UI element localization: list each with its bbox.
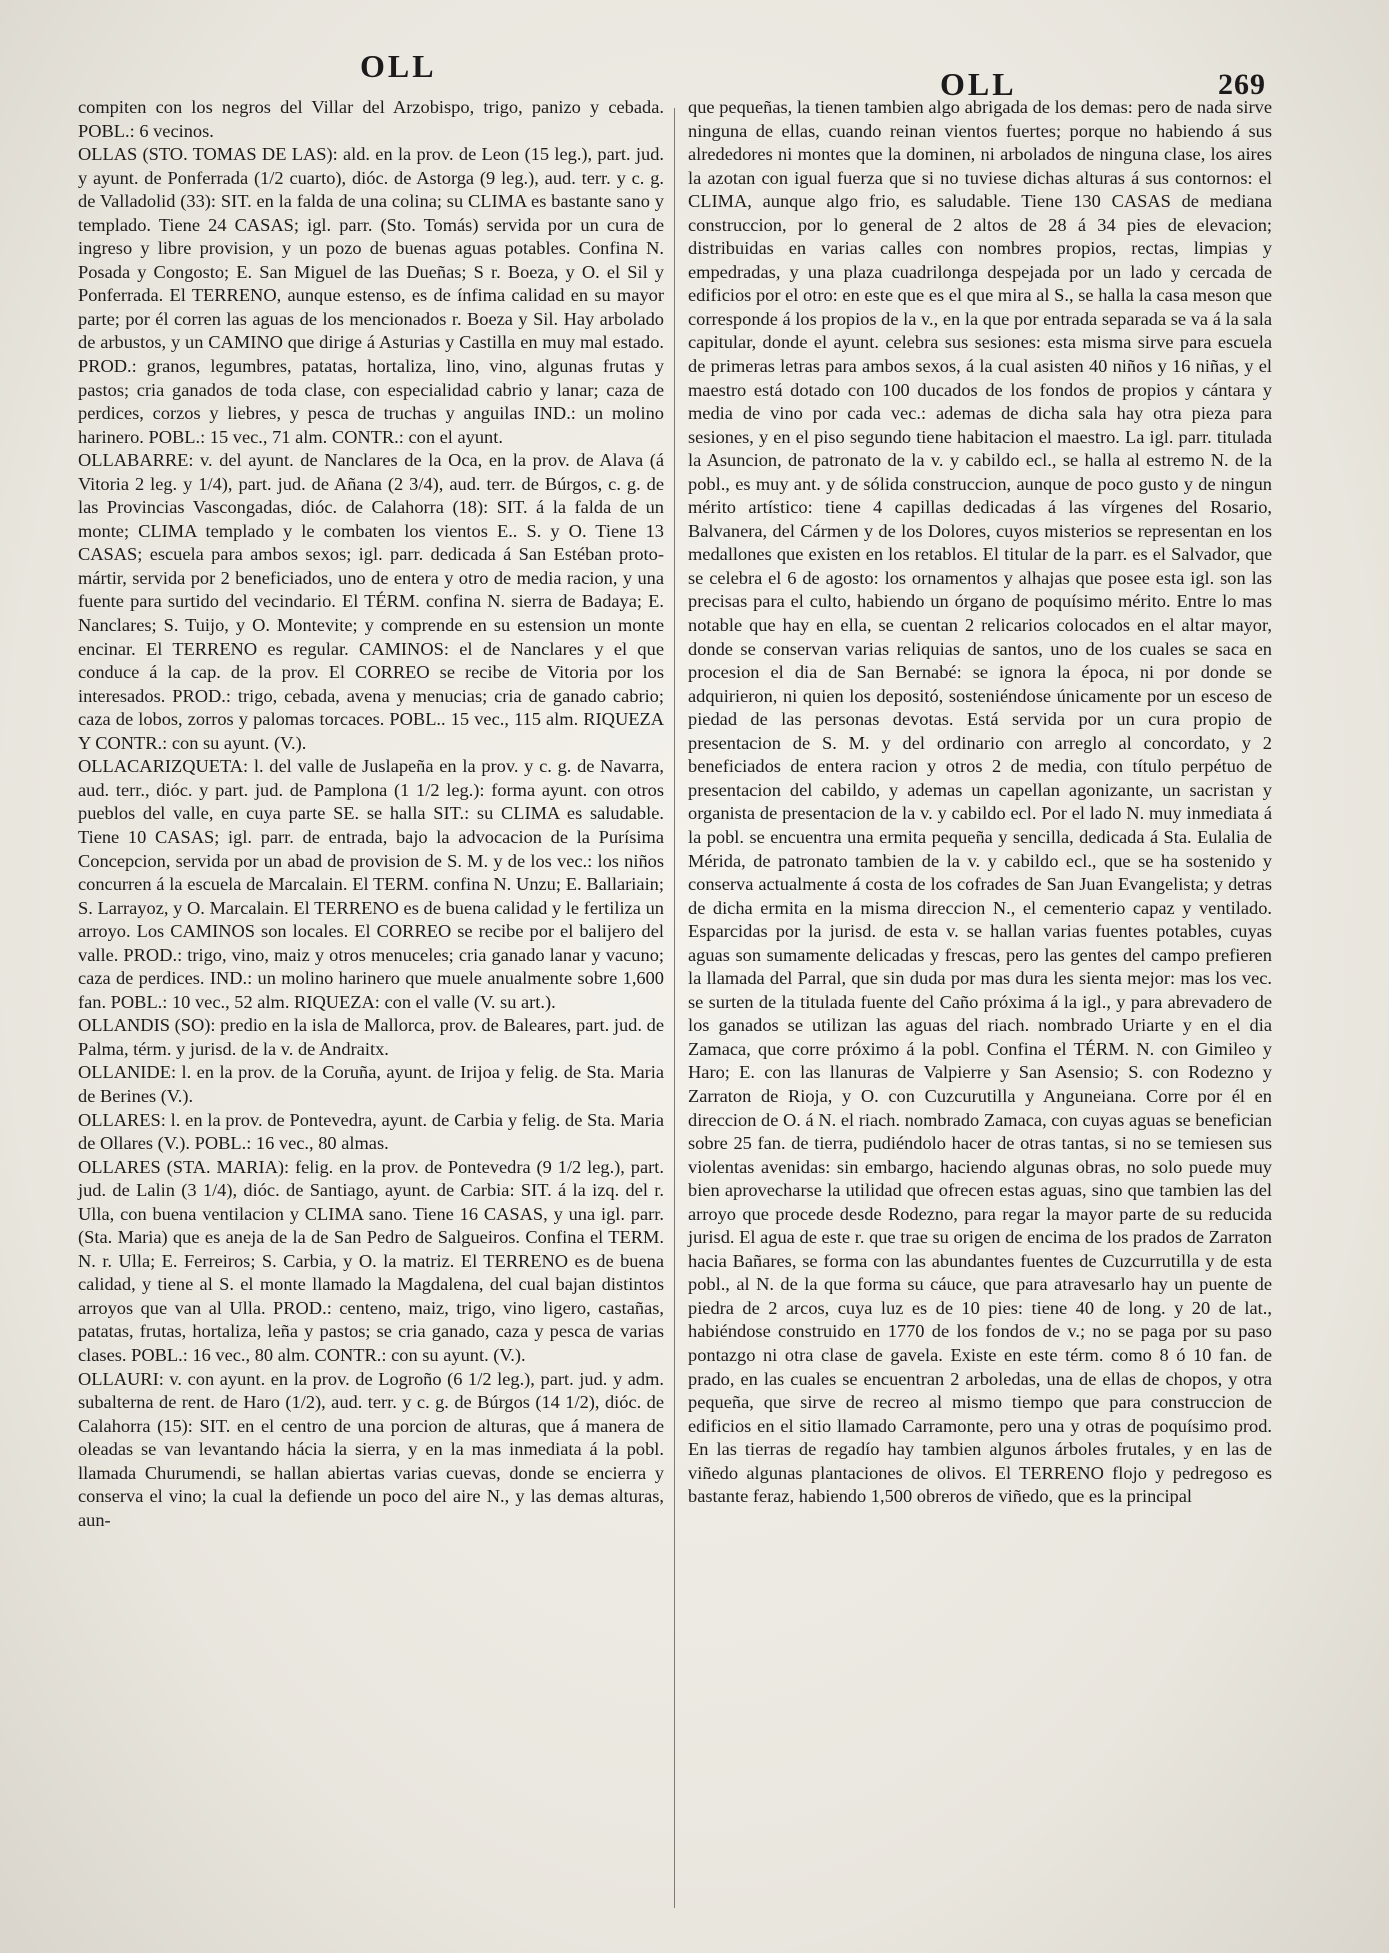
right-column [688,96,1272,1509]
entry-ollares: OLLARES: l. en la prov. de Pontevedra, ayunt. de Carbia y felig. de Sta. Maria de Ollares (V.). POBL.: 16 vec., 80 almas. [78,1109,664,1154]
page-number: 269 [1218,68,1266,101]
entry-ollabarre: OLLABARRE: v. del ayunt. de Nanclares de la Oca, en la prov. de Alava (á Vitoria 2 leg. y 1/4), part. jud. de Añana (2 3/4), aud. terr. de Búrgos, c. g. de las Provincias Vascongadas, dióc. de Calahorra (18): SIT. á la falda de un monte; CLIMA templado y le combaten los vientos E.. S. y O. Tiene 13 CASAS; escuela para ambos sexos; igl. parr. dedicada á San Estéban proto-mártir, servida por 2 beneficiados, uno de entera y otro de media racion, y una fuente para surtido del vecindario. El TÉRM. confina N. sierra de Badaya; E. Nanclares; S. Tuijo, y O. Montevite; y comprende en su estension un monte encinar. El TERRENO es regular. CAMINOS: el de Nanclares y el que conduce á la cap. de la prov. El CORREO se recibe de Vitoria por los interesados. PROD.: trigo, cebada, avena y menucias; cria de ganado cabrio; caza de lobos, zorros y palomas torcaces. POBL.. 15 vec., 115 alm. RIQUEZA Y CONTR.: con su ayunt. (V.). [78,450,664,753]
column-divider [674,108,675,1908]
entry-ollas: OLLAS (STO. TOMAS DE LAS): ald. en la prov. de Leon (15 leg.), part. jud. y ayunt. de Ponferrada (1/2 cuarto), dióc. de Astorga (9 leg.), aud. terr. y c. g. de Valladolid (33): SIT. en la falda de una colina; su CLIMA es bastante sano y templado. Tiene 24 CASAS; igl. parr. (Sto. Tomás) servida por un cura de ingreso y libre provision, y un pozo de buenas aguas potables. Confina N. Posada y Congosto; E. San Miguel de las Dueñas; S r. Boeza, y O. el Sil y Ponferrada. El TERRENO, aunque estenso, es de ínfima calidad en su mayor parte; por él corren las aguas de los mencionados r. Boeza y Sil. Hay arbolado de arbustos, y un CAMINO que dirige á Asturias y Castilla en muy mal estado. PROD.: granos, legumbres, patatas, hortaliza, lino, vino, algunas frutas y pastos; cria ganados de toda clase, con especialidad cabrio y lanar; caza de perdices, corzos y liebres, y pesca de truchas y anguilas IND.: un molino harinero. POBL.: 15 vec., 71 alm. CONTR.: con el ayunt. [78,144,664,447]
left-continuation-text: compiten con los negros del Villar del Arzobispo, trigo, panizo y cebada. POBL.: 6 vecinos. [78,97,664,141]
entry-ollanide: OLLANIDE: l. en la prov. de la Coruña, ayunt. de Irijoa y felig. de Sta. Maria de Berines (V.). [78,1062,664,1106]
entry-ollandis: OLLANDIS (SO): predio en la isla de Mallorca, prov. de Baleares, part. jud. de Palma, térm. y jurisd. de la v. de Andraitx. [78,1015,664,1059]
right-continuation-text: que pequeñas, la tienen tambien algo abrigada de los demas: pero de nada sirve ninguna de ellas, cuando reinan vientos fuertes; porque no habiendo á sus alrededores ni montes que la dominen, ni arbolados de ninguna clase, los aires la azotan con igual fuerza que si no tuviese dichas alturas á sus contornos: el CLIMA, aunque algo frio, es saludable. Tiene 130 CASAS de mediana construccion, por lo general de 2 altos de 28 á 34 pies de elevacion; distribuidas en varias calles con nombres propios, rectas, limpias y empedradas, y una plaza cuadrilonga despejada por un lado y cercada de edificios por el otro: en este que es el que mira al S., se halla la casa meson que corresponde á los propios de la v., en la que por entrada separada se va á la sala capitular, donde el ayunt. celebra sus sesiones: esta misma sirve para escuela de primeras letras para ambos sexos, á la cual asisten 40 niños y 16 niñas, y el maestro está dotado con 100 ducados de los fondos de propios y cántara y media de vino por cada vec.: ademas de dicha sala hay otra pieza para sesiones, y en el piso segundo tiene habitacion el maestro. La igl. parr. titulada la Asuncion, de patronato de la v. y cabildo ecl., se halla al estremo N. de la pobl., es muy ant. y de sólida construccion, aunque de poco gusto y de ningun mérito artístico: tiene 4 capillas dedicadas á las vírgenes del Rosario, Balvanera, del Cármen y de los Dolores, cuyos misterios se representan en los medallones que existen en los retablos. El titular de la parr. es el Salvador, que se celebra el 6 de agosto: los ornamentos y alhajas que posee esta igl. son las precisas para el culto, habiendo un órgano de poquísimo mérito. Entre lo mas notable que hay en ella, se cuentan 2 relicarios colocados en el altar mayor, donde se conservan varias reliquias de santos, uno de los cuales se saca en procesion el dia de San Bernabé: se ignora la época, ni por donde se adquirieron, ni quien los depositó, sosteniéndose únicamente por un esceso de piedad de las personas devotas. Está servida por un cura propio de presentacion de S. M. y del ordinario con arreglo al concordato, y 2 beneficiados de entera racion y otros 2 de media, con título perpétuo de presentacion del cabildo, y ademas un capellan agonizante, un sacristan y organista de presentacion de la v. y cabildo ecl. Por el lado N. muy inmediata á la pobl. se encuentra una ermita pequeña y sencilla, dedicada á Sta. Eulalia de Mérida, de patronato tambien de la v. y cabildo ecl., que se ha sostenido y conserva actualmente á costa de los cofrades de San Juan Evangelista; y detras de dicha ermita en la misma direccion N., el cementerio capaz y ventilado. Esparcidas por la jurisd. de esta v. se hallan varias fuentes potables, cuyas aguas son sumamente delicadas y frescas, pero las gentes del campo prefieren la llamada del Parral, que sin duda por mas dura les sienta mejor: mas los vec. se surten de la titulada fuente del Caño próxima á la igl., y para abrevadero de los ganados se utilizan las aguas del riach. nombrado Uriarte y en el dia Zamaca, que corre próximo á la pobl. Confina el TÉRM. N. con Gimileo y Haro; E. con las llanuras de Valpierre y San Asensio; S. con Rodezno y Zarraton de Rioja, y O. con Cuzcurutilla y Anguneiana. Corre por él en direccion de O. á N. el riach. nombrado Zamaca, con cuyas aguas se benefician sobre 25 fan. de tierra, pudiéndolo hacer de otras tantas, si no se temiesen sus violentas avenidas: sin embargo, haciendo algunas obras, no solo puede muy bien aprovecharse la utilidad que ofrecen estas aguas, sino que tambien las del arroyo que procede desde Rodezno, para regar la mayor parte de su reducida jurisd. El agua de este r. que trae su origen de encima de los prados de Zarraton hacia Bañares, se forma con las abundantes fuentes de Cuzcurrutilla y de esta pobl., al N. de la que forma su cáuce, que para atravesarlo hay un puente de piedra de 2 arcos, cuya luz es de 10 pies: tiene 40 de long. y 20 de lat., habiéndose construido en 1770 de los fondos de v.; no se paga por su paso pontazgo ni otra clase de gavela. Existe en este térm. como 8 ó 10 fan. de prado, en las cuales se encuentran 2 arboledas, una de ellas de chopos, y otra pequeña, que sirve de recreo al mismo tiempo que para construccion de edificios en el sitio llamado Carramonte, pero una y otras de poquísimo prod. En las tierras de regadío hay tambien algunos árboles frutales, y en las de viñedo algunas plantaciones de olivos. El TERRENO flojo y pedregoso es bastante feraz, habiendo 1,500 obreros de viñedo, que es la principal [688,97,1272,1507]
entry-ollauri: OLLAURI: v. con ayunt. en la prov. de Logroño (6 1/2 leg.), part. jud. y adm. subalterna de rent. de Haro (1/2), aud. terr. y c. g. de Búrgos (14 1/2), dióc. de Calahorra (15): SIT. en el centro de una porcion de alturas, que á manera de oleadas se van levantando hácia la sierra, y en la mas inmediata á la pobl. llamada Churumendi, se hallan abiertas varias cuevas, donde se encierra y conserva el vino; la cual la defiende un poco del aire N., y las demas alturas, aun- [78,1368,664,1530]
right-running-head: OLL [940,66,1017,102]
entry-ollares-sta-maria: OLLARES (STA. MARIA): felig. en la prov. de Pontevedra (9 1/2 leg.), part. jud. de Lalin (3 1/4), dióc. de Santiago, ayunt. de Carbia: SIT. á la izq. del r. Ulla, con buena ventilacion y CLIMA sano. Tiene 16 CASAS, y una igl. parr. (Sta. Maria) que es aneja de la de San Pedro de Salgueiros. Confina el TERM. N. r. Ulla; E. Ferreiros; S. Carbia, y O. la matriz. El TERRENO es de buena calidad, y tiene al S. el monte llamado la Magdalena, del cual bajan distintos arroyos que van al Ulla. PROD.: centeno, maiz, trigo, vino ligero, castañas, patatas, frutas, hortaliza, leña y pastos; se cria ganado, caza y pesca de varias clases. POBL.: 16 vec., 80 alm. CONTR.: con su ayunt. (V.). [78,1156,664,1365]
left-running-head: OLL [360,48,437,84]
entry-ollacarizqueta: OLLACARIZQUETA: l. del valle de Juslapeña en la prov. y c. g. de Navarra, aud. terr., dióc. y part. jud. de Pamplona (1 1/2 leg.): forma ayunt. con otros pueblos del valle, en cuya parte SE. se halla SIT.: su CLIMA es saludable. Tiene 10 CASAS; igl. parr. de entrada, bajo la advocacion de la Purísima Concepcion, servida por un abad de provision de S. M. y de los vec.: los niños concurren á la escuela de Marcalain. El TERM. confina N. Unzu; E. Ballariain; S. Larrayoz, y O. Marcalain. El TERRENO es de buena calidad y le fertiliza un arroyo. Los CAMINOS son locales. El CORREO se recibe por el balijero del valle. PROD.: trigo, vino, maiz y otros menuceles; cria ganado lanar y vacuno; caza de perdices. IND.: un molino harinero que muele anualmente sobre 1,600 fan. POBL.: 10 vec., 52 alm. RIQUEZA: con el valle (V. su art.). [78,756,664,1012]
left-column [78,96,664,1532]
